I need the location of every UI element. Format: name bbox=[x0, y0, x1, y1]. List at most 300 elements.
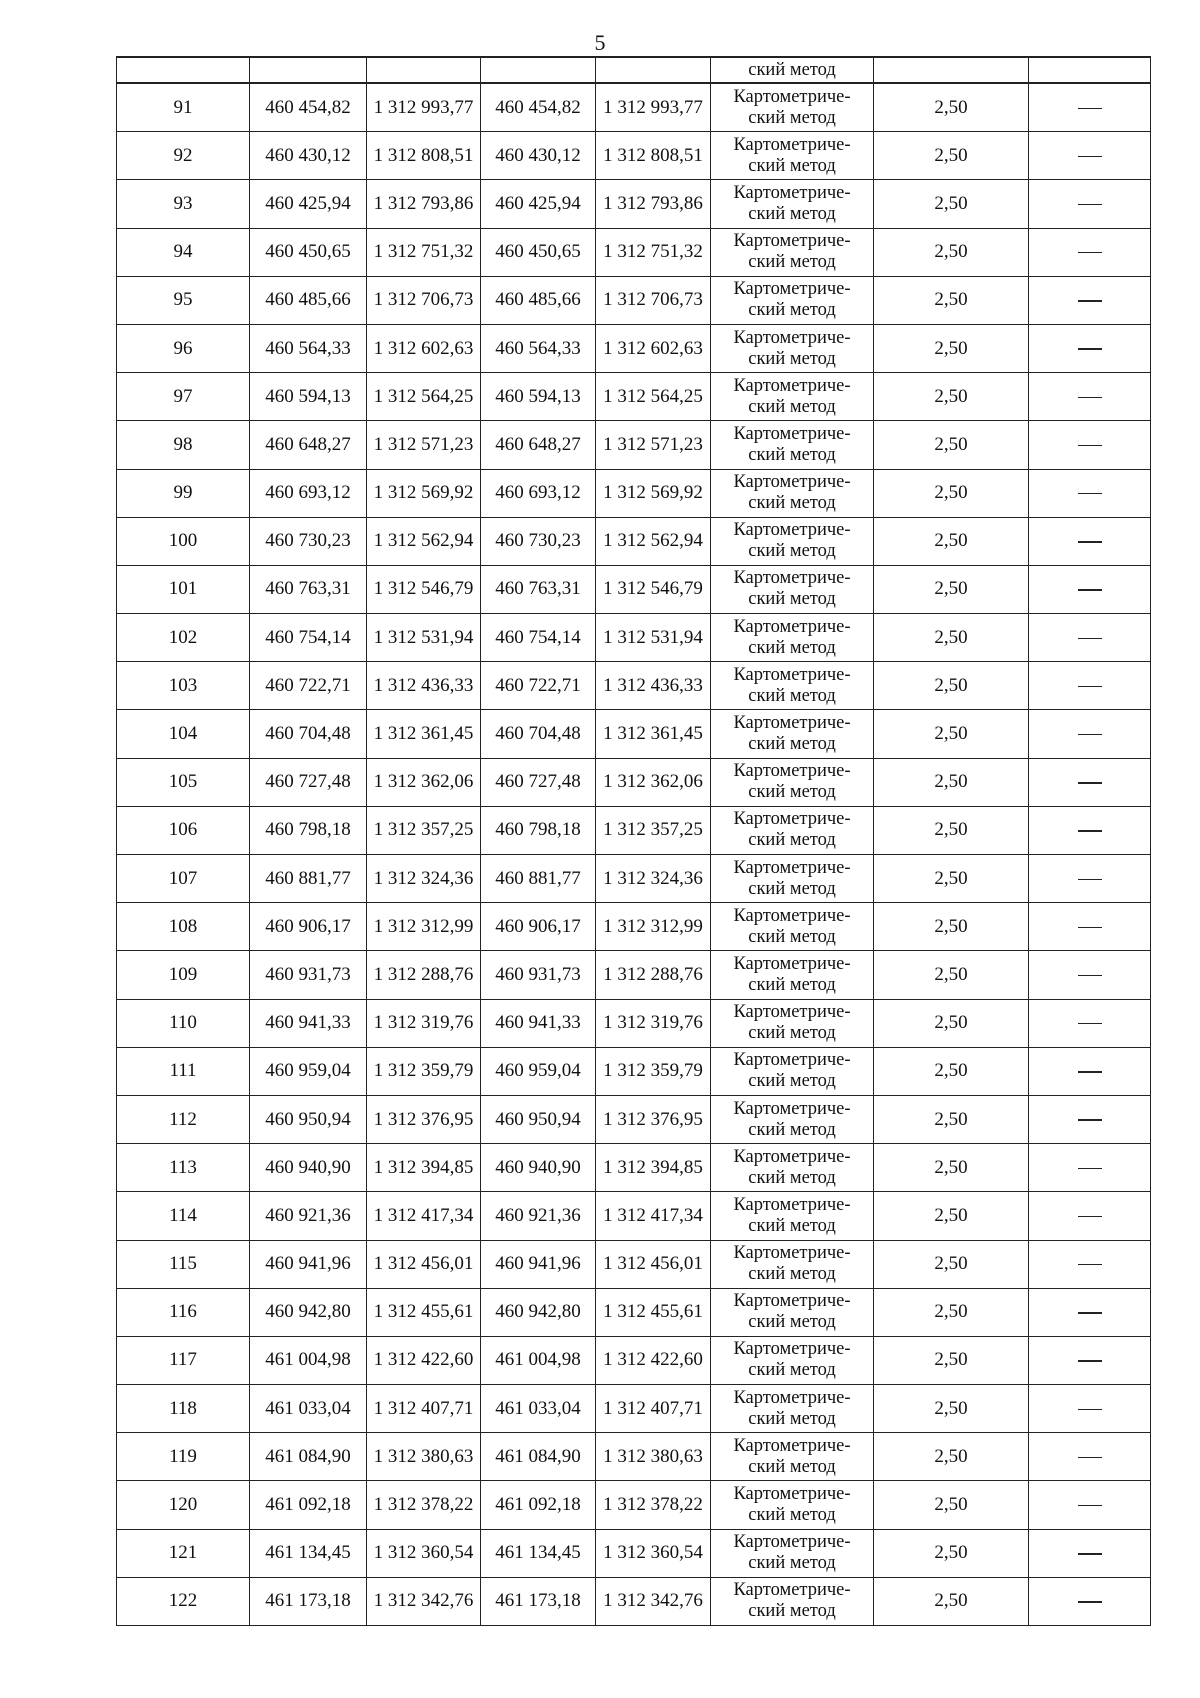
existing-x-cell: 460 931,73 bbox=[250, 951, 367, 999]
dash-mark bbox=[1078, 927, 1102, 928]
continuation-cell-empty bbox=[250, 57, 367, 83]
refined-x-cell: 460 430,12 bbox=[481, 132, 596, 180]
existing-x-cell: 460 959,04 bbox=[250, 1047, 367, 1095]
refined-y-cell: 1 312 706,73 bbox=[596, 276, 711, 324]
point-number-cell: 114 bbox=[117, 1192, 250, 1240]
accuracy-cell: 2,50 bbox=[874, 373, 1029, 421]
method-line: ский метод bbox=[748, 878, 836, 899]
method-cell bbox=[711, 180, 874, 228]
method-line: ский метод bbox=[748, 1264, 836, 1285]
refined-x-cell: 460 942,80 bbox=[481, 1288, 596, 1336]
existing-y-cell: 1 312 793,86 bbox=[367, 180, 481, 228]
refined-y-cell: 1 312 362,06 bbox=[596, 758, 711, 806]
table-row bbox=[117, 710, 1151, 758]
existing-y-cell: 1 312 564,25 bbox=[367, 373, 481, 421]
method-line: ский метод bbox=[748, 396, 836, 417]
point-number-cell: 101 bbox=[117, 565, 250, 613]
accuracy-cell: 2,50 bbox=[874, 1577, 1029, 1625]
existing-x-cell: 460 485,66 bbox=[250, 276, 367, 324]
method-line: ский метод bbox=[748, 926, 836, 947]
refined-x-cell: 460 594,13 bbox=[481, 373, 596, 421]
table-row bbox=[117, 373, 1151, 421]
method-line: Картометриче- bbox=[733, 761, 851, 782]
continuation-cell-empty bbox=[1029, 57, 1151, 83]
table-row bbox=[117, 1095, 1151, 1143]
refined-x-cell: 460 906,17 bbox=[481, 903, 596, 951]
existing-y-cell: 1 312 312,99 bbox=[367, 903, 481, 951]
method-line: Картометриче- bbox=[733, 327, 851, 348]
note-cell bbox=[1029, 903, 1151, 951]
existing-y-cell: 1 312 342,76 bbox=[367, 1577, 481, 1625]
method-cell bbox=[711, 83, 874, 132]
refined-x-cell: 460 485,66 bbox=[481, 276, 596, 324]
existing-y-cell: 1 312 571,23 bbox=[367, 421, 481, 469]
existing-y-cell: 1 312 394,85 bbox=[367, 1144, 481, 1192]
accuracy-cell: 2,50 bbox=[874, 662, 1029, 710]
table-body bbox=[117, 57, 1151, 1626]
method-line: ский метод bbox=[748, 541, 836, 562]
table-row bbox=[117, 324, 1151, 372]
refined-y-cell: 1 312 422,60 bbox=[596, 1336, 711, 1384]
dash-mark bbox=[1078, 1505, 1102, 1506]
refined-x-cell: 460 763,31 bbox=[481, 565, 596, 613]
table-row bbox=[117, 758, 1151, 806]
point-number-cell: 104 bbox=[117, 710, 250, 758]
point-number-cell: 103 bbox=[117, 662, 250, 710]
refined-y-cell: 1 312 288,76 bbox=[596, 951, 711, 999]
refined-y-cell: 1 312 324,36 bbox=[596, 855, 711, 903]
method-line: ский метод bbox=[748, 1312, 836, 1333]
accuracy-cell: 2,50 bbox=[874, 324, 1029, 372]
method-line: Картометриче- bbox=[733, 375, 851, 396]
dash-mark bbox=[1078, 638, 1102, 639]
existing-y-cell: 1 312 288,76 bbox=[367, 951, 481, 999]
refined-y-cell: 1 312 360,54 bbox=[596, 1529, 711, 1577]
method-cell bbox=[711, 1529, 874, 1577]
method-line: ский метод bbox=[748, 1505, 836, 1526]
table-row bbox=[117, 1529, 1151, 1577]
method-line: Картометриче- bbox=[733, 134, 851, 155]
existing-x-cell: 460 430,12 bbox=[250, 132, 367, 180]
method-cell bbox=[711, 1192, 874, 1240]
method-line: ский метод bbox=[748, 1408, 836, 1429]
existing-x-cell: 461 134,45 bbox=[250, 1529, 367, 1577]
dash-mark bbox=[1078, 541, 1102, 542]
point-number-cell: 102 bbox=[117, 614, 250, 662]
dash-mark bbox=[1078, 1409, 1102, 1410]
existing-y-cell: 1 312 376,95 bbox=[367, 1095, 481, 1143]
method-line: Картометриче- bbox=[733, 182, 851, 203]
table-row bbox=[117, 806, 1151, 854]
continuation-cell-empty bbox=[481, 57, 596, 83]
accuracy-cell: 2,50 bbox=[874, 758, 1029, 806]
dash-mark bbox=[1078, 1023, 1102, 1024]
continuation-cell-empty bbox=[367, 57, 481, 83]
note-cell bbox=[1029, 469, 1151, 517]
method-line: ский метод bbox=[748, 637, 836, 658]
note-cell bbox=[1029, 132, 1151, 180]
refined-y-cell: 1 312 319,76 bbox=[596, 999, 711, 1047]
method-line: ский метод bbox=[748, 830, 836, 851]
method-cell bbox=[711, 373, 874, 421]
continuation-row bbox=[117, 57, 1151, 83]
accuracy-cell: 2,50 bbox=[874, 999, 1029, 1047]
method-cell bbox=[711, 806, 874, 854]
point-number-cell: 112 bbox=[117, 1095, 250, 1143]
dash-mark bbox=[1078, 1360, 1102, 1361]
table-row bbox=[117, 228, 1151, 276]
method-cell bbox=[711, 1095, 874, 1143]
method-cell bbox=[711, 228, 874, 276]
existing-x-cell: 461 033,04 bbox=[250, 1385, 367, 1433]
table-row bbox=[117, 421, 1151, 469]
dash-mark bbox=[1078, 300, 1102, 301]
method-line: ский метод bbox=[748, 107, 836, 128]
method-cell bbox=[711, 1385, 874, 1433]
table-row bbox=[117, 1240, 1151, 1288]
accuracy-cell: 2,50 bbox=[874, 806, 1029, 854]
refined-y-cell: 1 312 993,77 bbox=[596, 83, 711, 132]
existing-x-cell: 461 173,18 bbox=[250, 1577, 367, 1625]
existing-y-cell: 1 312 436,33 bbox=[367, 662, 481, 710]
refined-x-cell: 461 084,90 bbox=[481, 1433, 596, 1481]
table-row bbox=[117, 565, 1151, 613]
refined-x-cell: 460 730,23 bbox=[481, 517, 596, 565]
existing-x-cell: 460 921,36 bbox=[250, 1192, 367, 1240]
note-cell bbox=[1029, 565, 1151, 613]
method-line: Картометриче- bbox=[733, 86, 851, 107]
dash-mark bbox=[1078, 108, 1102, 109]
accuracy-cell: 2,50 bbox=[874, 1336, 1029, 1384]
point-number-cell: 120 bbox=[117, 1481, 250, 1529]
dash-mark bbox=[1078, 493, 1102, 494]
dash-mark bbox=[1078, 782, 1102, 783]
existing-y-cell: 1 312 359,79 bbox=[367, 1047, 481, 1095]
refined-y-cell: 1 312 380,63 bbox=[596, 1433, 711, 1481]
method-line: Картометриче- bbox=[733, 713, 851, 734]
method-line: Картометриче- bbox=[733, 616, 851, 637]
method-line: Картометриче- bbox=[733, 231, 851, 252]
existing-y-cell: 1 312 324,36 bbox=[367, 855, 481, 903]
method-cell bbox=[711, 517, 874, 565]
point-number-cell: 100 bbox=[117, 517, 250, 565]
method-line: ский метод bbox=[748, 782, 836, 803]
method-cell bbox=[711, 710, 874, 758]
refined-x-cell: 460 704,48 bbox=[481, 710, 596, 758]
refined-y-cell: 1 312 808,51 bbox=[596, 132, 711, 180]
point-number-cell: 119 bbox=[117, 1433, 250, 1481]
method-line: Картометриче- bbox=[733, 1002, 851, 1023]
method-line: Картометриче- bbox=[733, 1194, 851, 1215]
refined-y-cell: 1 312 407,71 bbox=[596, 1385, 711, 1433]
point-number-cell: 98 bbox=[117, 421, 250, 469]
note-cell bbox=[1029, 324, 1151, 372]
method-cell bbox=[711, 951, 874, 999]
method-cell bbox=[711, 1433, 874, 1481]
method-cell bbox=[711, 421, 874, 469]
accuracy-cell: 2,50 bbox=[874, 710, 1029, 758]
method-line: ский метод bbox=[748, 1167, 836, 1188]
existing-y-cell: 1 312 562,94 bbox=[367, 517, 481, 565]
method-line: ский метод bbox=[748, 1360, 836, 1381]
point-number-cell: 113 bbox=[117, 1144, 250, 1192]
method-cell bbox=[711, 855, 874, 903]
existing-x-cell: 460 941,96 bbox=[250, 1240, 367, 1288]
refined-y-cell: 1 312 357,25 bbox=[596, 806, 711, 854]
existing-x-cell: 460 594,13 bbox=[250, 373, 367, 421]
point-number-cell: 105 bbox=[117, 758, 250, 806]
existing-x-cell: 460 693,12 bbox=[250, 469, 367, 517]
method-cell bbox=[711, 469, 874, 517]
refined-x-cell: 461 004,98 bbox=[481, 1336, 596, 1384]
refined-x-cell: 460 931,73 bbox=[481, 951, 596, 999]
note-cell bbox=[1029, 710, 1151, 758]
method-line: ский метод bbox=[748, 155, 836, 176]
refined-y-cell: 1 312 376,95 bbox=[596, 1095, 711, 1143]
refined-y-cell: 1 312 394,85 bbox=[596, 1144, 711, 1192]
point-number-cell: 122 bbox=[117, 1577, 250, 1625]
accuracy-cell: 2,50 bbox=[874, 228, 1029, 276]
refined-y-cell: 1 312 436,33 bbox=[596, 662, 711, 710]
method-cell bbox=[711, 1336, 874, 1384]
coordinates-table bbox=[116, 56, 1151, 1626]
method-line: Картометриче- bbox=[733, 1098, 851, 1119]
refined-y-cell: 1 312 359,79 bbox=[596, 1047, 711, 1095]
point-number-cell: 92 bbox=[117, 132, 250, 180]
existing-y-cell: 1 312 456,01 bbox=[367, 1240, 481, 1288]
point-number-cell: 96 bbox=[117, 324, 250, 372]
dash-mark bbox=[1078, 686, 1102, 687]
refined-x-cell: 460 564,33 bbox=[481, 324, 596, 372]
accuracy-cell: 2,50 bbox=[874, 83, 1029, 132]
note-cell bbox=[1029, 1481, 1151, 1529]
refined-y-cell: 1 312 571,23 bbox=[596, 421, 711, 469]
table-row bbox=[117, 1288, 1151, 1336]
refined-x-cell: 460 754,14 bbox=[481, 614, 596, 662]
refined-x-cell: 460 450,65 bbox=[481, 228, 596, 276]
refined-x-cell: 460 950,94 bbox=[481, 1095, 596, 1143]
dash-mark bbox=[1078, 1071, 1102, 1072]
existing-x-cell: 460 881,77 bbox=[250, 855, 367, 903]
accuracy-cell: 2,50 bbox=[874, 614, 1029, 662]
note-cell bbox=[1029, 1288, 1151, 1336]
dash-mark bbox=[1078, 1168, 1102, 1169]
method-cell bbox=[711, 1240, 874, 1288]
method-line: ский метод bbox=[748, 1215, 836, 1236]
note-cell bbox=[1029, 999, 1151, 1047]
method-cell bbox=[711, 999, 874, 1047]
existing-y-cell: 1 312 531,94 bbox=[367, 614, 481, 662]
method-line: ский метод bbox=[748, 493, 836, 514]
accuracy-cell: 2,50 bbox=[874, 1240, 1029, 1288]
method-line: Картометриче- bbox=[733, 1146, 851, 1167]
refined-x-cell: 460 941,33 bbox=[481, 999, 596, 1047]
continuation-method-cell: ский метод bbox=[711, 57, 874, 83]
method-line: Картометриче- bbox=[733, 905, 851, 926]
table-row bbox=[117, 1433, 1151, 1481]
accuracy-cell: 2,50 bbox=[874, 1385, 1029, 1433]
refined-y-cell: 1 312 793,86 bbox=[596, 180, 711, 228]
point-number-cell: 110 bbox=[117, 999, 250, 1047]
note-cell bbox=[1029, 1336, 1151, 1384]
refined-y-cell: 1 312 531,94 bbox=[596, 614, 711, 662]
table-row bbox=[117, 276, 1151, 324]
note-cell bbox=[1029, 1385, 1151, 1433]
dash-mark bbox=[1078, 397, 1102, 398]
table-row bbox=[117, 132, 1151, 180]
point-number-cell: 93 bbox=[117, 180, 250, 228]
existing-y-cell: 1 312 362,06 bbox=[367, 758, 481, 806]
existing-y-cell: 1 312 751,32 bbox=[367, 228, 481, 276]
point-number-cell: 97 bbox=[117, 373, 250, 421]
method-line: ский метод bbox=[748, 444, 836, 465]
accuracy-cell: 2,50 bbox=[874, 855, 1029, 903]
accuracy-cell: 2,50 bbox=[874, 1095, 1029, 1143]
note-cell bbox=[1029, 373, 1151, 421]
existing-y-cell: 1 312 706,73 bbox=[367, 276, 481, 324]
refined-y-cell: 1 312 312,99 bbox=[596, 903, 711, 951]
accuracy-cell: 2,50 bbox=[874, 951, 1029, 999]
dash-mark bbox=[1078, 1457, 1102, 1458]
method-line: Картометриче- bbox=[733, 1291, 851, 1312]
method-cell bbox=[711, 132, 874, 180]
method-line: ский метод bbox=[748, 1119, 836, 1140]
refined-y-cell: 1 312 455,61 bbox=[596, 1288, 711, 1336]
accuracy-cell: 2,50 bbox=[874, 903, 1029, 951]
refined-y-cell: 1 312 602,63 bbox=[596, 324, 711, 372]
method-line: Картометриче- bbox=[733, 472, 851, 493]
dash-mark bbox=[1078, 830, 1102, 831]
note-cell bbox=[1029, 662, 1151, 710]
refined-x-cell: 460 940,90 bbox=[481, 1144, 596, 1192]
method-line: Картометриче- bbox=[733, 1339, 851, 1360]
point-number-cell: 109 bbox=[117, 951, 250, 999]
point-number-cell: 116 bbox=[117, 1288, 250, 1336]
existing-x-cell: 460 942,80 bbox=[250, 1288, 367, 1336]
method-line: ский метод bbox=[748, 1023, 836, 1044]
method-line: ский метод bbox=[748, 300, 836, 321]
table-row bbox=[117, 180, 1151, 228]
refined-y-cell: 1 312 342,76 bbox=[596, 1577, 711, 1625]
refined-y-cell: 1 312 751,32 bbox=[596, 228, 711, 276]
accuracy-cell: 2,50 bbox=[874, 565, 1029, 613]
refined-x-cell: 460 959,04 bbox=[481, 1047, 596, 1095]
accuracy-cell: 2,50 bbox=[874, 1047, 1029, 1095]
refined-y-cell: 1 312 562,94 bbox=[596, 517, 711, 565]
method-cell bbox=[711, 903, 874, 951]
existing-x-cell: 460 906,17 bbox=[250, 903, 367, 951]
method-line: Картометриче- bbox=[733, 1532, 851, 1553]
method-line: ский метод bbox=[748, 974, 836, 995]
existing-x-cell: 460 564,33 bbox=[250, 324, 367, 372]
method-line: Картометриче- bbox=[733, 1580, 851, 1601]
refined-x-cell: 460 722,71 bbox=[481, 662, 596, 710]
accuracy-cell: 2,50 bbox=[874, 517, 1029, 565]
existing-x-cell: 460 730,23 bbox=[250, 517, 367, 565]
existing-x-cell: 460 754,14 bbox=[250, 614, 367, 662]
point-number-cell: 106 bbox=[117, 806, 250, 854]
existing-x-cell: 460 450,65 bbox=[250, 228, 367, 276]
page-number: 5 bbox=[594, 30, 606, 55]
accuracy-cell: 2,50 bbox=[874, 469, 1029, 517]
dash-mark bbox=[1078, 1119, 1102, 1120]
note-cell bbox=[1029, 180, 1151, 228]
method-line: Картометриче- bbox=[733, 279, 851, 300]
point-number-cell: 108 bbox=[117, 903, 250, 951]
table-row bbox=[117, 903, 1151, 951]
note-cell bbox=[1029, 228, 1151, 276]
refined-y-cell: 1 312 564,25 bbox=[596, 373, 711, 421]
accuracy-cell: 2,50 bbox=[874, 421, 1029, 469]
refined-y-cell: 1 312 456,01 bbox=[596, 1240, 711, 1288]
note-cell bbox=[1029, 1047, 1151, 1095]
dash-mark bbox=[1078, 445, 1102, 446]
existing-y-cell: 1 312 407,71 bbox=[367, 1385, 481, 1433]
point-number-cell: 121 bbox=[117, 1529, 250, 1577]
refined-x-cell: 461 173,18 bbox=[481, 1577, 596, 1625]
dash-mark bbox=[1078, 1312, 1102, 1313]
existing-x-cell: 460 798,18 bbox=[250, 806, 367, 854]
note-cell bbox=[1029, 1433, 1151, 1481]
existing-x-cell: 461 084,90 bbox=[250, 1433, 367, 1481]
refined-x-cell: 460 648,27 bbox=[481, 421, 596, 469]
dash-mark bbox=[1078, 975, 1102, 976]
existing-x-cell: 460 950,94 bbox=[250, 1095, 367, 1143]
note-cell bbox=[1029, 1095, 1151, 1143]
method-cell bbox=[711, 1144, 874, 1192]
continuation-cell-empty bbox=[596, 57, 711, 83]
point-number-cell: 115 bbox=[117, 1240, 250, 1288]
point-number-cell: 99 bbox=[117, 469, 250, 517]
refined-x-cell: 461 092,18 bbox=[481, 1481, 596, 1529]
refined-y-cell: 1 312 378,22 bbox=[596, 1481, 711, 1529]
existing-x-cell: 460 425,94 bbox=[250, 180, 367, 228]
note-cell bbox=[1029, 758, 1151, 806]
accuracy-cell: 2,50 bbox=[874, 1433, 1029, 1481]
note-cell bbox=[1029, 855, 1151, 903]
dash-mark bbox=[1078, 734, 1102, 735]
existing-y-cell: 1 312 602,63 bbox=[367, 324, 481, 372]
note-cell bbox=[1029, 1144, 1151, 1192]
method-line: Картометриче- bbox=[733, 1387, 851, 1408]
refined-x-cell: 460 941,96 bbox=[481, 1240, 596, 1288]
dash-mark bbox=[1078, 252, 1102, 253]
existing-y-cell: 1 312 569,92 bbox=[367, 469, 481, 517]
method-cell bbox=[711, 276, 874, 324]
table-row bbox=[117, 83, 1151, 132]
note-cell bbox=[1029, 806, 1151, 854]
point-number-cell: 107 bbox=[117, 855, 250, 903]
table-row bbox=[117, 1385, 1151, 1433]
point-number-cell: 91 bbox=[117, 83, 250, 132]
refined-x-cell: 461 134,45 bbox=[481, 1529, 596, 1577]
point-number-cell: 117 bbox=[117, 1336, 250, 1384]
accuracy-cell: 2,50 bbox=[874, 1481, 1029, 1529]
existing-y-cell: 1 312 360,54 bbox=[367, 1529, 481, 1577]
method-line: ский метод bbox=[748, 734, 836, 755]
table-row bbox=[117, 1481, 1151, 1529]
dash-mark bbox=[1078, 589, 1102, 590]
method-line: ский метод bbox=[748, 1456, 836, 1477]
table-row bbox=[117, 1192, 1151, 1240]
continuation-cell-empty bbox=[874, 57, 1029, 83]
point-number-cell: 94 bbox=[117, 228, 250, 276]
point-number-cell: 95 bbox=[117, 276, 250, 324]
method-line: Картометриче- bbox=[733, 664, 851, 685]
accuracy-cell: 2,50 bbox=[874, 180, 1029, 228]
table-row bbox=[117, 1144, 1151, 1192]
method-line: ский метод bbox=[748, 1553, 836, 1574]
